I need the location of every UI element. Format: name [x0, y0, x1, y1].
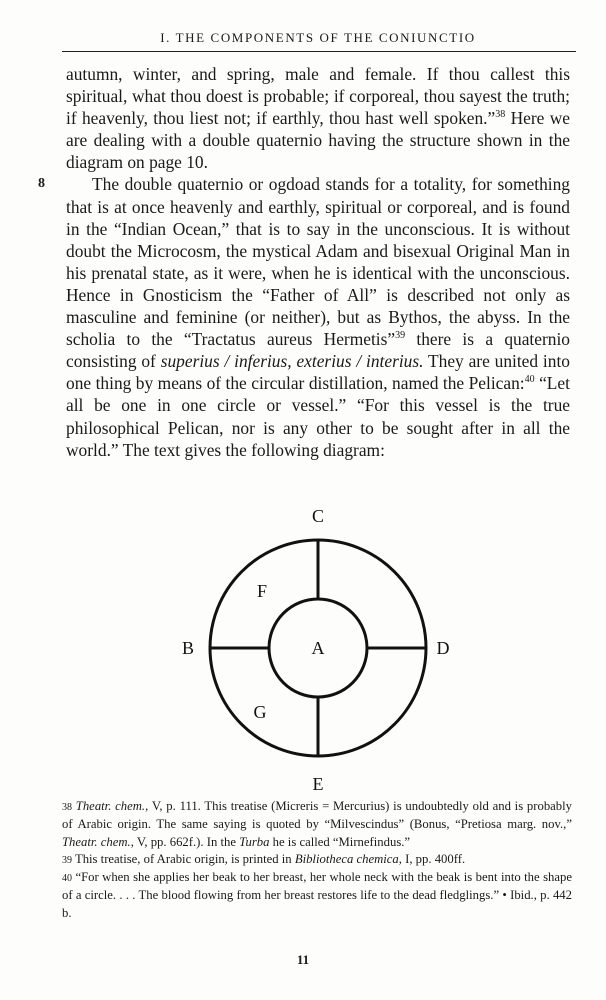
footnote-39-number: 39 [62, 854, 72, 866]
footnote-39-text-b: , I, pp. 400ff. [398, 851, 466, 866]
footnote-ref-39[interactable]: 39 [395, 330, 406, 342]
label-g: G [253, 702, 267, 722]
circle-diagram [178, 500, 458, 800]
footnote-40-number: 40 [62, 873, 72, 885]
body-text [66, 63, 570, 461]
footnote-38-number: 38 [62, 802, 72, 813]
paragraph-1-text: autumn, winter, and spring, male and female. If thou callest this spiritual, what thou doest is probable; if corporeal, thou sayest the truth; if heavenly, thou liest not; if earthly, thou hast well spoken.” [66, 64, 570, 129]
footnote-40-text: “For when she applies her beak to her breast, her whole neck with the beak is bent into the shape of a circle. . . . The blood flowing from her breast restores life to the dead fledglings.” • Ibid., p. 442 b. [62, 870, 572, 920]
page-number: 11 [296, 952, 310, 967]
footnote-38 [62, 798, 572, 851]
footnote-38-italic-2: Theatr. chem. [62, 834, 131, 849]
footnote-39-text-a: This treatise, of Arabic origin, is printed in [72, 851, 295, 866]
paragraph-8-text-c: They are united into one thing by means of the circular distillation, named the Pelican: [66, 351, 570, 394]
label-d: D [436, 638, 450, 658]
footnote-38-text-a: , V, p. 111. This treatise (Micreris = Mercurius) is undoubtedly old and is probably of Arabic origin. The same saying is quoted by “Milvescindus” (Bonus, “Pretiosa marg. nov.,” [62, 799, 573, 832]
footnote-38-italic-3: Turba [239, 834, 270, 849]
paragraph-8-text-b: there is a quaternio consisting of [66, 329, 570, 372]
running-header: I. THE COMPONENTS OF THE CONIUNCTIO [160, 30, 476, 45]
footnote-38-text-c: he is called “Mirnefindus.” [269, 834, 411, 849]
footnote-40 [62, 869, 572, 922]
footnotes [62, 798, 572, 922]
label-e: E [312, 774, 324, 794]
label-c: C [311, 506, 325, 526]
footnote-ref-38[interactable]: 38 [495, 109, 506, 121]
footnote-39 [62, 851, 572, 869]
footnote-39-italic: Bibliotheca chemica [294, 851, 399, 866]
paragraph-number: 8 [38, 176, 45, 191]
paragraph-8-text-a: The double quaternio or ogdoad stands for a totality, for something that is at once heavenly and earthly, spiritual or corporeal, and is found in the “Indian Ocean,” that is to say in the unconscious. It is without doubt the Microcosm, the mystical Adam and bisexual Original Man in his prenatal state, as it were, when he is identical with the unconscious. Hence in Gnosticism the “Father of All” is described not only as masculine and feminine (or neither), but as Bythos, the abyss. In the scholia to the “Tractatus aureus Hermetis” [66, 174, 570, 350]
label-a: A [311, 638, 325, 658]
paragraph-1 [66, 63, 570, 173]
paragraph-8-italic: superius / inferius, exterius / interius. [160, 351, 424, 372]
paragraph-8-text-d: “Let all be one in one circle or vessel.” “For this vessel is the true philosophical Pelican, nor is any other to be sought after in all the world.” The text gives the following diagram: [66, 373, 570, 460]
paragraph-1-tail: Here we are dealing with a double quaternio having the structure shown in the diagram on page 10. [66, 108, 571, 173]
footnote-38-text-b: , V, pp. 662f.). In the [130, 834, 240, 849]
paragraph-8 [66, 173, 570, 460]
footnote-ref-40[interactable]: 40 [524, 374, 535, 386]
footnote-38-italic: Theatr. chem. [75, 799, 146, 813]
label-b: B [181, 638, 195, 658]
header-rule [62, 51, 576, 52]
label-f: F [256, 581, 268, 601]
